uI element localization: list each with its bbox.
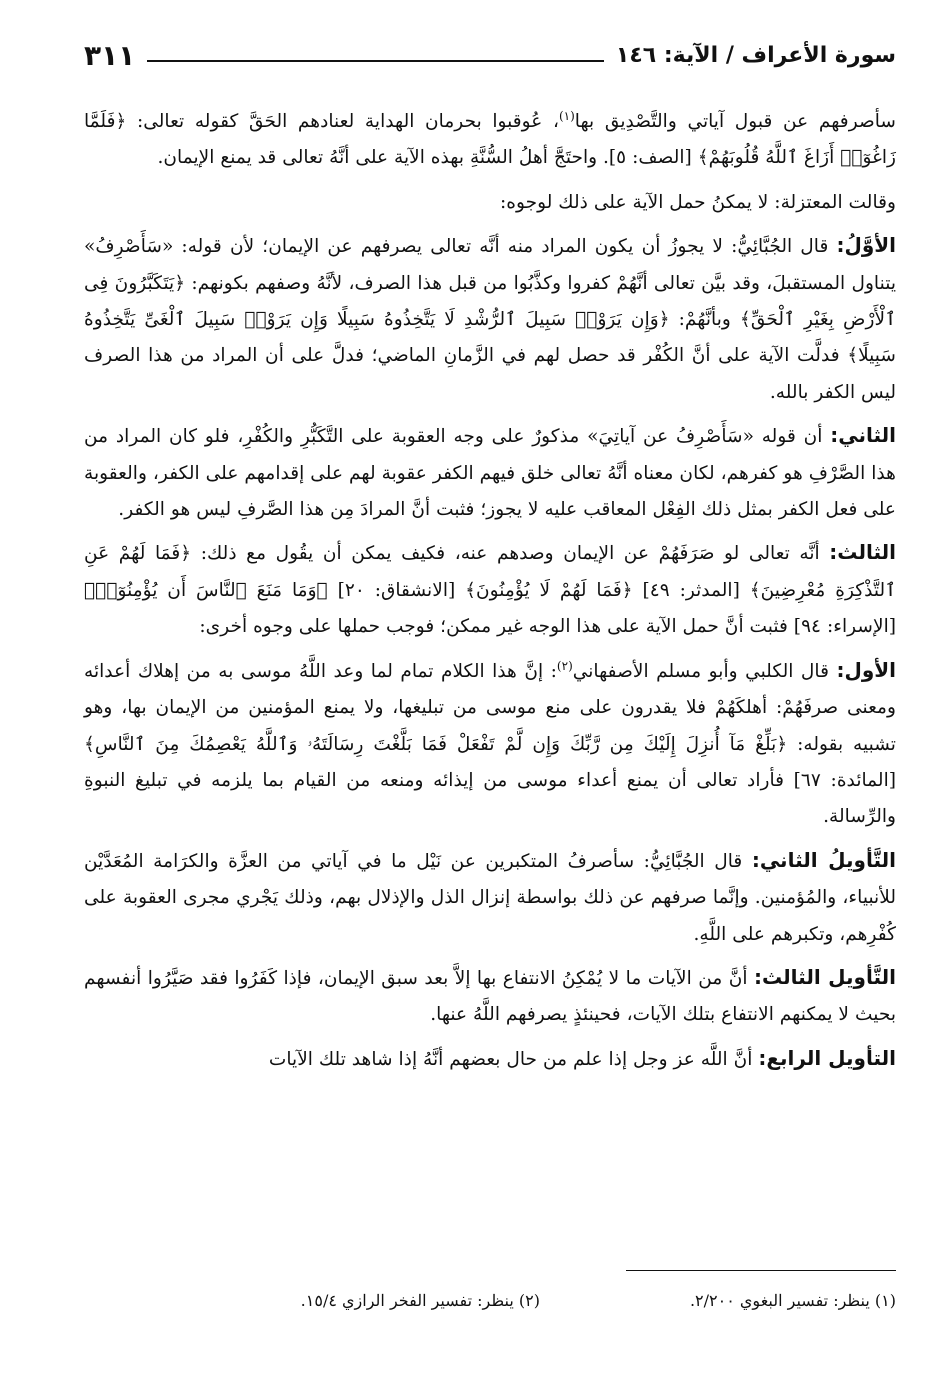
book-page <box>84 30 896 1350</box>
paragraph <box>84 102 896 177</box>
running-head: سورة الأعراف / الآية: ١٤٦ <box>615 43 896 68</box>
footnote-row <box>84 1291 896 1310</box>
paragraph-lead: التَّأويل الثالث: <box>753 964 897 989</box>
paragraph <box>84 227 896 411</box>
paragraph <box>84 417 896 528</box>
paragraph <box>84 1040 896 1078</box>
footnote-2: (٢) ينظر: تفسير الفخر الرازي ١٥/٤. <box>300 1291 540 1310</box>
paragraph <box>84 183 896 221</box>
paragraph-text: : إنَّ هذا الكلام تمام لما وعد اللَّهُ موسى به من إهلاك أعدائه ومعنى صرفَهُمْ: أهلكَهُمْ فلا يقدرون على منع موسى من تبليغها، ولا يمنع المؤمنين من الإيمان بها، وهو تشبيه بقوله: ﴿بَلِّغْ مَآ أُنزِلَ إِلَيْكَ مِن رَّبِّكَ وَإِن لَّمْ تَفْعَلْ فَمَا بَلَّغْتَ رِسَالَتَهُۥ وَٱللَّهُ يَعْصِمُكَ مِنَ ٱلنَّاسِ﴾ [المائدة: ٦٧] فأراد تعالى أن يمنع أعداء موسى من إيذائه ومنعه من القيام بما يلزمه في تبليغ النبوةِ والرِّسالة. <box>84 660 896 828</box>
paragraph-text: وقالت المعتزلة: لا يمكنُ حمل الآية على ذلك لوجوه: <box>500 191 896 213</box>
footnote-ref: (١) <box>558 108 575 123</box>
header-rule <box>147 60 604 62</box>
paragraph <box>84 842 896 953</box>
paragraph-text: أنَّ اللَّه عز وجل إذا علم من حال بعضهم أنَّهُ إذا شاهد تلك الآيات <box>268 1048 759 1070</box>
paragraph-text: أنَّه تعالى لو صَرَفَهُمْ عن الإيمان وصدهم عنه، فكيف يمكن أن يقُول مع ذلك: ﴿فَمَا لَهُمْ عَنِ ٱلتَّذْكِرَةِ مُعْرِضِينَ﴾ [المدثر: ٤٩] ﴿فَمَا لَهُمْ لَا يُؤْمِنُونَ﴾ [الانشقاق: ٢٠] ﴿وَمَا مَنَعَ ٱلنَّاسَ أَن يُؤْمِنُوٓا۟﴾ [الإسراء: ٩٤] فثبت أنَّ حمل الآية على هذا الوجه غير ممكن؛ فوجب حملها على وجوه أخرى: <box>84 543 896 638</box>
paragraph-lead: الثالث: <box>829 540 896 565</box>
paragraph-lead: التأويل الرابع: <box>758 1045 896 1070</box>
paragraph-text: ، عُوقبوا بحرمان الهداية لعنادهم الحَقَّ كقوله تعالى: ﴿فَلَمَّا زَاغُوٓا۟ أَزَاغَ ٱللَّهُ قُلُوبَهُمْ﴾ [الصف: ٥]. واحتَجَّ أهلُ السُّنَّةِ بهذه الآية على أنَّهُ تعالى قد يمنع الإيمان. <box>84 111 896 169</box>
paragraph <box>84 534 896 645</box>
paragraph-text: أن قوله «سَأَصْرِفُ عن آياتِيَ» مذكورٌ على وجه العقوبة على التَّكَبُّرِ والكُفْرِ، فلو كان المراد من هذا الصَّرْفِ هو كفرهم، لكان معناه أنَّهُ تعالى خلق فيهم الكفر عقوبة لهم على إقدامهم على الكفر، والعقوبة على فعل الكفر بمثل ذلك الفِعْل المعاقب عليه لا يجوز؛ فثبت أنَّ المرادَ مِن هذا الصَّرفِ ليس هو الكفر. <box>84 426 896 521</box>
footnote-1: (١) ينظر: تفسير البغوي ٢/٢٠٠. <box>689 1291 896 1310</box>
paragraph-text: سأصرفهم عن قبول آياتي والتَّصْدِيق بها <box>574 111 896 132</box>
paragraph-lead: الأول: <box>836 657 896 682</box>
paragraph-lead: الثاني: <box>830 423 896 448</box>
page-number: ٣١١ <box>84 39 136 72</box>
paragraph-text: أنَّ من الآيات ما لا يُمْكِنُ الانتفاع بها إلاَّ بعد سبق الإيمان، فإذا كَفَرُوا فقد صَيَّرُوا أنفسهم بحيث لا يمكنهم الانتفاع بتلك الآيات، فحينئذٍ يصرفهم اللَّهُ عنها. <box>84 967 896 1026</box>
page-header <box>84 30 896 72</box>
paragraph-lead: الأوَّلُ: <box>836 233 896 258</box>
paragraph-text: قال الجُبَّائِيُّ: سأصرفُ المتكبرين عن نَيْل ما في آياتي من العزَّة والكرَامة المُعَدَّيْن للأنبياء، والمُؤمنين. وإنَّما صرفهم عن ذلك بواسطة إنزال الذل والإذلال بهم، وذلك يَجْري مجرى العقوبة على كُفْرِهم، وتكبرهم على اللَّهِ. <box>84 850 896 945</box>
footnote-ref: (٢) <box>556 658 573 673</box>
footnotes <box>84 1270 896 1310</box>
main-text <box>84 102 896 1078</box>
paragraph <box>84 959 896 1034</box>
paragraph-text: قال الجُبَّائِيُّ: لا يجوزُ أن يكون المراد منه أنَّه تعالى يصرفهم عن الإيمان؛ لأن قوله: «سَأَصْرِفُ» يتناول المستقبلَ، وقد بيَّن تعالى أنَّهُمْ كفروا وكذَّبُوا من قبل هذا الصرف، لأنَّهُ وصفهم بكونهم: ﴿يَتَكَبَّرُونَ فِى ٱلْأَرْضِ بِغَيْرِ ٱلْحَقِّ﴾ وبأنَّهُمْ: ﴿وَإِن يَرَوْا۟ سَبِيلَ ٱلرُّشْدِ لَا يَتَّخِذُوهُ سَبِيلًا وَإِن يَرَوْا۟ سَبِيلَ ٱلْغَىِّ يَتَّخِذُوهُ سَبِيلًا﴾ فدلَّت الآية على أنَّ الكُفْر قد حصل لهم في الزَّمانِ الماضي؛ فدلَّ على أن المراد من هذا الصرف ليس الكفر بالله. <box>84 236 896 403</box>
paragraph-lead: التَّأويلُ الثاني: <box>751 847 897 872</box>
paragraph <box>84 652 896 836</box>
footnote-rule <box>626 1270 896 1271</box>
paragraph-text: قال الكلبي وأبو مسلم الأصفهاني <box>572 660 837 682</box>
